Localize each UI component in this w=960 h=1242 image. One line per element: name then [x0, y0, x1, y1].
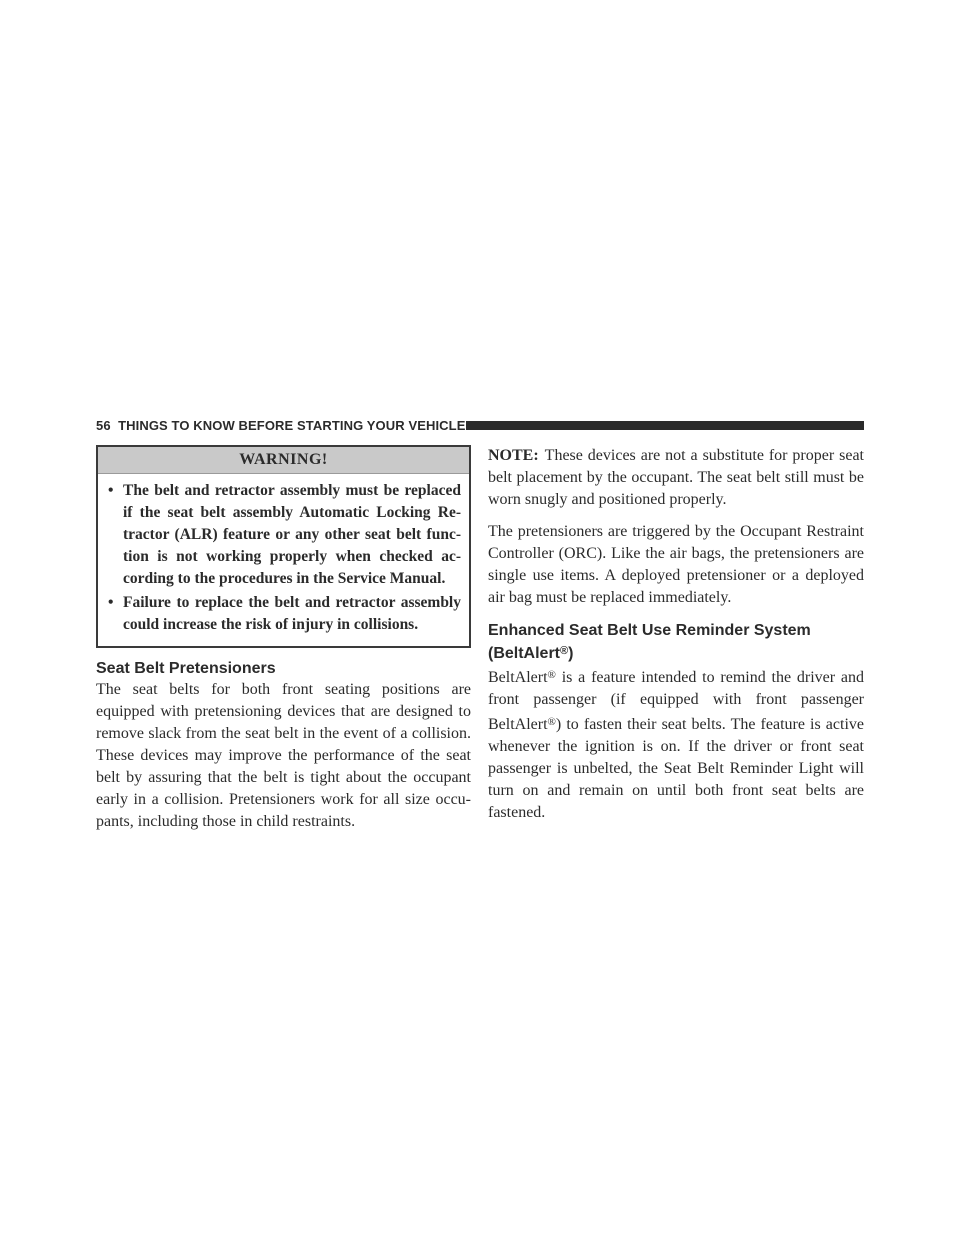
beltalert-text-2: is a feature intended to remind the driver and front passenger (if equipped with front passenger BeltAlert	[488, 669, 864, 733]
beltalert-text-1: BeltAlert	[488, 669, 548, 686]
registered-icon: ®	[560, 645, 569, 657]
beltalert-text-3: ) to fasten their seat belts. The feature is active whenever the ignition is on. If the driver or front seat passenger is unbelted, the Seat Belt Reminder Light will turn on and remain on until both front seat belts are fastened.	[488, 716, 864, 821]
chapter-title: THINGS TO KNOW BEFORE STARTING YOUR VEHICLE	[118, 418, 466, 433]
beltalert-paragraph	[488, 664, 864, 824]
warning-item-text: The belt and retractor assembly must be replaced if the seat belt assembly Automatic Locking Retractor (ALR) feature or any other seat belt function is not working properly when checked according to the procedures in the Service Manual.	[123, 482, 461, 587]
warning-item	[106, 592, 461, 636]
left-column	[96, 445, 471, 833]
warning-box	[96, 445, 471, 648]
heading-line-2-suffix: )	[568, 645, 574, 662]
note-label: NOTE:	[488, 447, 539, 464]
warning-item-text: Failure to replace the belt and retractor assembly could increase the risk of injury in collisions.	[123, 594, 461, 633]
pretensioners-paragraph: The seat belts for both front seating positions are equipped with pretensioning devices that are designed to remove slack from the seat belt in the event of a collision. These devices may improve the performance of the seat belt by assuring that the belt is tight about the occupant early in a collision. Pretensioners work for all size occupants, including those in child restraints.	[96, 681, 471, 830]
bullet-icon: •	[108, 594, 114, 611]
note-text: These devices are not a substitute for proper seat belt placement by the occupant. The seat belt still must be worn snugly and positioned properly.	[488, 447, 864, 508]
header-text	[96, 418, 465, 434]
registered-icon: ®	[547, 669, 556, 681]
section-heading-beltalert	[488, 621, 864, 664]
section-heading-pretensioners: Seat Belt Pretensioners	[96, 660, 276, 677]
right-column	[488, 445, 864, 824]
note-paragraph	[488, 445, 864, 511]
warning-item	[106, 480, 461, 590]
header-rule	[466, 421, 864, 430]
heading-line-2-prefix: (BeltAlert	[488, 645, 561, 662]
warning-list	[98, 474, 469, 646]
registered-icon: ®	[547, 716, 556, 728]
bullet-icon: •	[108, 482, 114, 499]
pretensioners-trigger-paragraph: The pretensioners are triggered by the Occupant Restraint Controller (ORC). Like the air bags, the pretensioners are single use items. A deployed pretensioner or a deployed air bag must be replaced immediately.	[488, 523, 864, 606]
heading-line-1: Enhanced Seat Belt Use Reminder System	[488, 622, 811, 639]
page-number: 56	[96, 418, 111, 433]
warning-title: WARNING!	[98, 447, 469, 474]
page-header	[96, 418, 864, 434]
